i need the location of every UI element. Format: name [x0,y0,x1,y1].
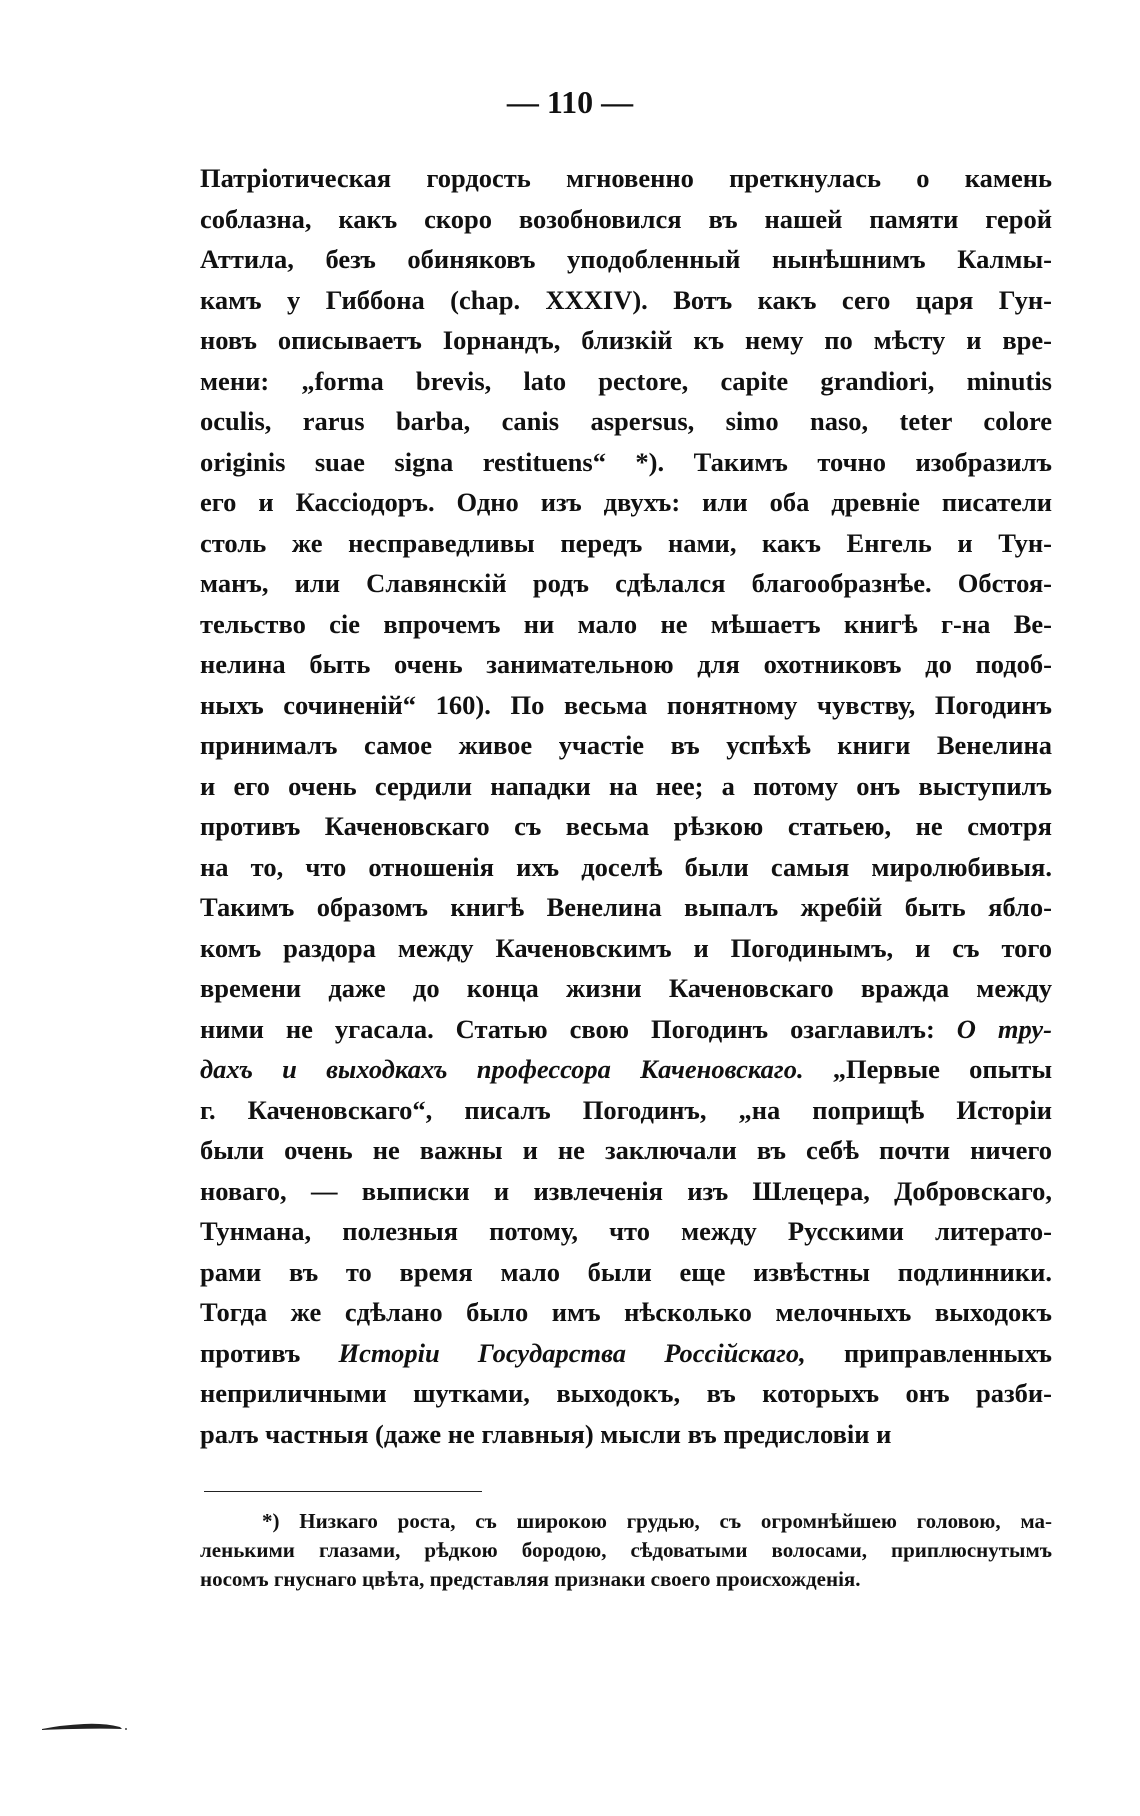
text-line: принималъ самое живое участіе въ успѣхѣ книги Венелина [200,730,1052,760]
text-line: Тогда же сдѣлано было имъ нѣсколько мелочныхъ выходокъ [200,1297,1052,1327]
text-line: тельство сіе впрочемъ ни мало не мѣшаетъ книгѣ г-на Ве- [200,608,1052,639]
text-line: oculis, rarus barba, canis aspersus, simo naso, teter colore [200,406,1052,436]
text-line: столь же несправедливы передъ нами, какъ Енгель и Тун- [200,527,1052,558]
text-line: комъ раздора между Каченовскимъ и Погодинымъ, и съ того [200,932,1052,963]
footnote [200,1507,1052,1594]
text-line: на то, что отношенія ихъ доселѣ были самыя миролюбивыя. [200,851,1052,882]
text-line: манъ, или Славянскій родъ сдѣлался благообразнѣе. Обстоя- [200,568,1052,598]
text-line: Аттила, безъ обиняковъ уподобленный нынѣшнимъ Калмы- [200,244,1052,274]
book-title-italic: Исторіи Государства Россійскаго, [338,1337,806,1368]
text-line: неприличными шутками, выходокъ, въ которыхъ онъ разби- [200,1378,1052,1408]
text-line: рами въ то время мало были еще извѣстны подлинники. [200,1256,1052,1287]
text-line: г. Каченовскаго“, писалъ Погодинъ, „на поприщѣ Исторіи [200,1094,1052,1125]
text-line: времени даже до конца жизни Каченовскаго вражда между [200,973,1052,1003]
text-line [200,1333,1052,1374]
article-title-italic: О тру- [956,1013,1053,1044]
text-line: Патріотическая гордость мгновенно преткнулась о камень [200,163,1052,193]
ink-smudge [42,1722,128,1731]
text-line: были очень не важны и не заключали въ себѣ почти ничего [200,1135,1052,1165]
text-line: соблазна, какъ скоро возобновился въ нашей памяти герой [200,203,1052,234]
footnote-line: ленькими глазами, рѣдкою бородою, сѣдоватыми волосами, приплюснутымъ [200,1538,1052,1562]
text-segment: приправленныхъ [843,1337,1053,1368]
body-text [200,158,1052,1454]
text-line [200,1049,1052,1090]
text-line: новъ описываетъ Іорнандъ, близкій къ нему по мѣсту и вре- [200,325,1052,355]
footnote-line: носомъ гнуснаго цвѣта, представляя признаки своего происхожденія. [200,1567,861,1591]
text-line: камъ у Гиббона (chap. XXXIV). Вотъ какъ сего царя Гун- [200,284,1052,315]
page-number: — 110 — [506,84,634,120]
footnote-divider [204,1491,482,1492]
text-line: originis suae signa restituens“ *). Такимъ точно изобразилъ [200,446,1052,477]
text-segment: „Первые опыты [832,1054,1053,1084]
text-line: и его очень сердили нападки на нее; а потому онъ выступилъ [200,770,1052,801]
text-line: мени: „forma brevis, lato pectore, capite grandiori, minutis [200,365,1052,396]
text-line [200,1009,1052,1050]
text-line: Такимъ образомъ книгѣ Венелина выпалъ жребій быть ябло- [200,892,1052,922]
article-title-italic: дахъ и выходкахъ профессора Каченовскаго. [200,1054,804,1084]
text-line: новаго, — выписки и извлеченія изъ Шлецера, Добровскаго, [200,1175,1052,1206]
text-line: ныхъ сочиненій“ 160). По весьма понятному чувству, Погодинъ [200,689,1052,720]
text-line: противъ Каченовскаго съ весьма рѣзкою статьею, не смотря [200,811,1052,841]
text-line: ралъ частныя (даже не главныя) мысли въ предисловіи и [200,1418,892,1449]
text-segment: противъ [200,1337,301,1368]
text-line: его и Кассіодоръ. Одно изъ двухъ: или оба древніе писатели [200,487,1052,517]
footnote-line: *) Низкаго роста, съ широкою грудью, съ огромнѣйшею головою, ма- [262,1509,1052,1533]
text-segment: ними не угасала. Статью свою Погодинъ озаглавилъ: [200,1013,935,1044]
text-line: Тунмана, полезныя потому, что между Русскими литерато- [200,1216,1052,1246]
text-line: нелина быть очень занимательною для охотниковъ до подоб- [200,649,1052,679]
